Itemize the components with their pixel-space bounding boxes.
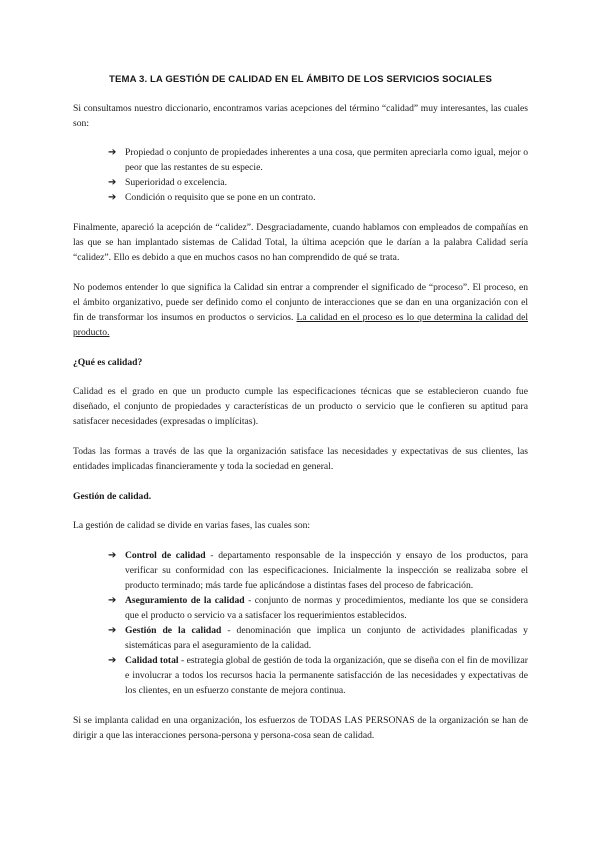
formas-paragraph: Todas las formas a través de las que la organización satisface las necesidades y expectativas de sus clientes, las entidades implicadas financieramente y toda la sociedad en general.: [73, 446, 528, 472]
section-heading-gestion: Gestión de calidad.: [73, 491, 152, 502]
list-item: ➔ Aseguramiento de la calidad - conjunto de normas y procedimientos, mediante los que se considera que el producto o servicio va a satisfacer los requerimientos establecidos.: [108, 595, 528, 621]
que-es-paragraph: Calidad es el grado en que un producto cumple las especificaciones técnicas que se establecieron cuando fue diseñado, el conjunto de propiedades y características de un producto o servicio que le confieren su aptitud para satisfacer necesidades (expresadas o implícitas).: [73, 386, 528, 427]
list-item: ➔ Propiedad o conjunto de propiedades inherentes a una cosa, que permiten apreciarla como igual, mejor o peor que las restantes de su especie.: [108, 147, 528, 173]
phases-list: [73, 548, 528, 698]
right-arrow-icon: ➔: [108, 595, 117, 606]
gestion-intro-paragraph: La gestión de calidad se divide en varias fases, las cuales son:: [73, 520, 311, 531]
proceso-paragraph: No podemos entender lo que significa la Calidad sin entrar a comprender el significado de “proceso”. El proceso, en el ámbito organizativo, puede ser definido como el conjunto de interacciones que se dan en una organización con el fin de transformar los insumos en productos o servicios. La calidad en el proceso es lo que determina la calidad del producto.: [73, 282, 528, 338]
list-item: ➔ Calidad total - estrategia global de gestión de toda la organización, que se diseña con el fin de movilizar e involucrar a todos los recursos hacia la permanente satisfacción de las necesidades y expectativas de los clientes, en un esfuerzo constante de mejora continua.: [108, 655, 528, 696]
list-item: ➔ Condición o requisito que se pone en un contrato.: [108, 192, 316, 203]
right-arrow-icon: ➔: [108, 625, 117, 636]
list-item: ➔ Superioridad o excelencia.: [108, 177, 228, 188]
section-heading-que-es-calidad: ¿Qué es calidad?: [73, 357, 143, 368]
right-arrow-icon: ➔: [108, 192, 117, 203]
definitions-list: [73, 145, 528, 205]
list-item: ➔ Control de calidad - departamento responsable de la inspección y ensayo de los productos, para verificar su conformidad con las especificaciones. Inicialmente la inspección se realizaba sobre el producto terminado; más tarde fue aplicándose a distintas fases del proceso de fabricación.: [108, 550, 528, 591]
list-item: ➔ Gestión de la calidad - denominación que implica un conjunto de actividades planificadas y sistemáticas para el aseguramiento de la calidad.: [108, 625, 528, 651]
page-title: TEMA 3. LA GESTIÓN DE CALIDAD EN EL ÁMBITO DE LOS SERVICIOS SOCIALES: [109, 74, 492, 85]
right-arrow-icon: ➔: [108, 655, 117, 666]
right-arrow-icon: ➔: [108, 177, 117, 188]
right-arrow-icon: ➔: [108, 550, 117, 561]
closing-paragraph: Si se implanta calidad en una organización, los esfuerzos de TODAS LAS PERSONAS de la organización se han de dirigir a que las interacciones persona-persona y persona-cosa sean de calidad.: [73, 715, 528, 741]
calidez-paragraph: Finalmente, apareció la acepción de “calidez”. Desgraciadamente, cuando hablamos con empleados de compañías en las que se han implantado sistemas de Calidad Total, la última acepción que le darían a la palabra Calidad sería “calidez”. Ello es debido a que en muchos casos no han comprendido de qué se trata.: [73, 222, 528, 263]
intro-paragraph: Si consultamos nuestro diccionario, encontramos varias acepciones del término “calidad” muy interesantes, las cuales son:: [73, 103, 528, 129]
right-arrow-icon: ➔: [108, 147, 117, 158]
underlined-statement: La calidad en el proceso es lo que determina la calidad del producto.: [73, 312, 528, 338]
